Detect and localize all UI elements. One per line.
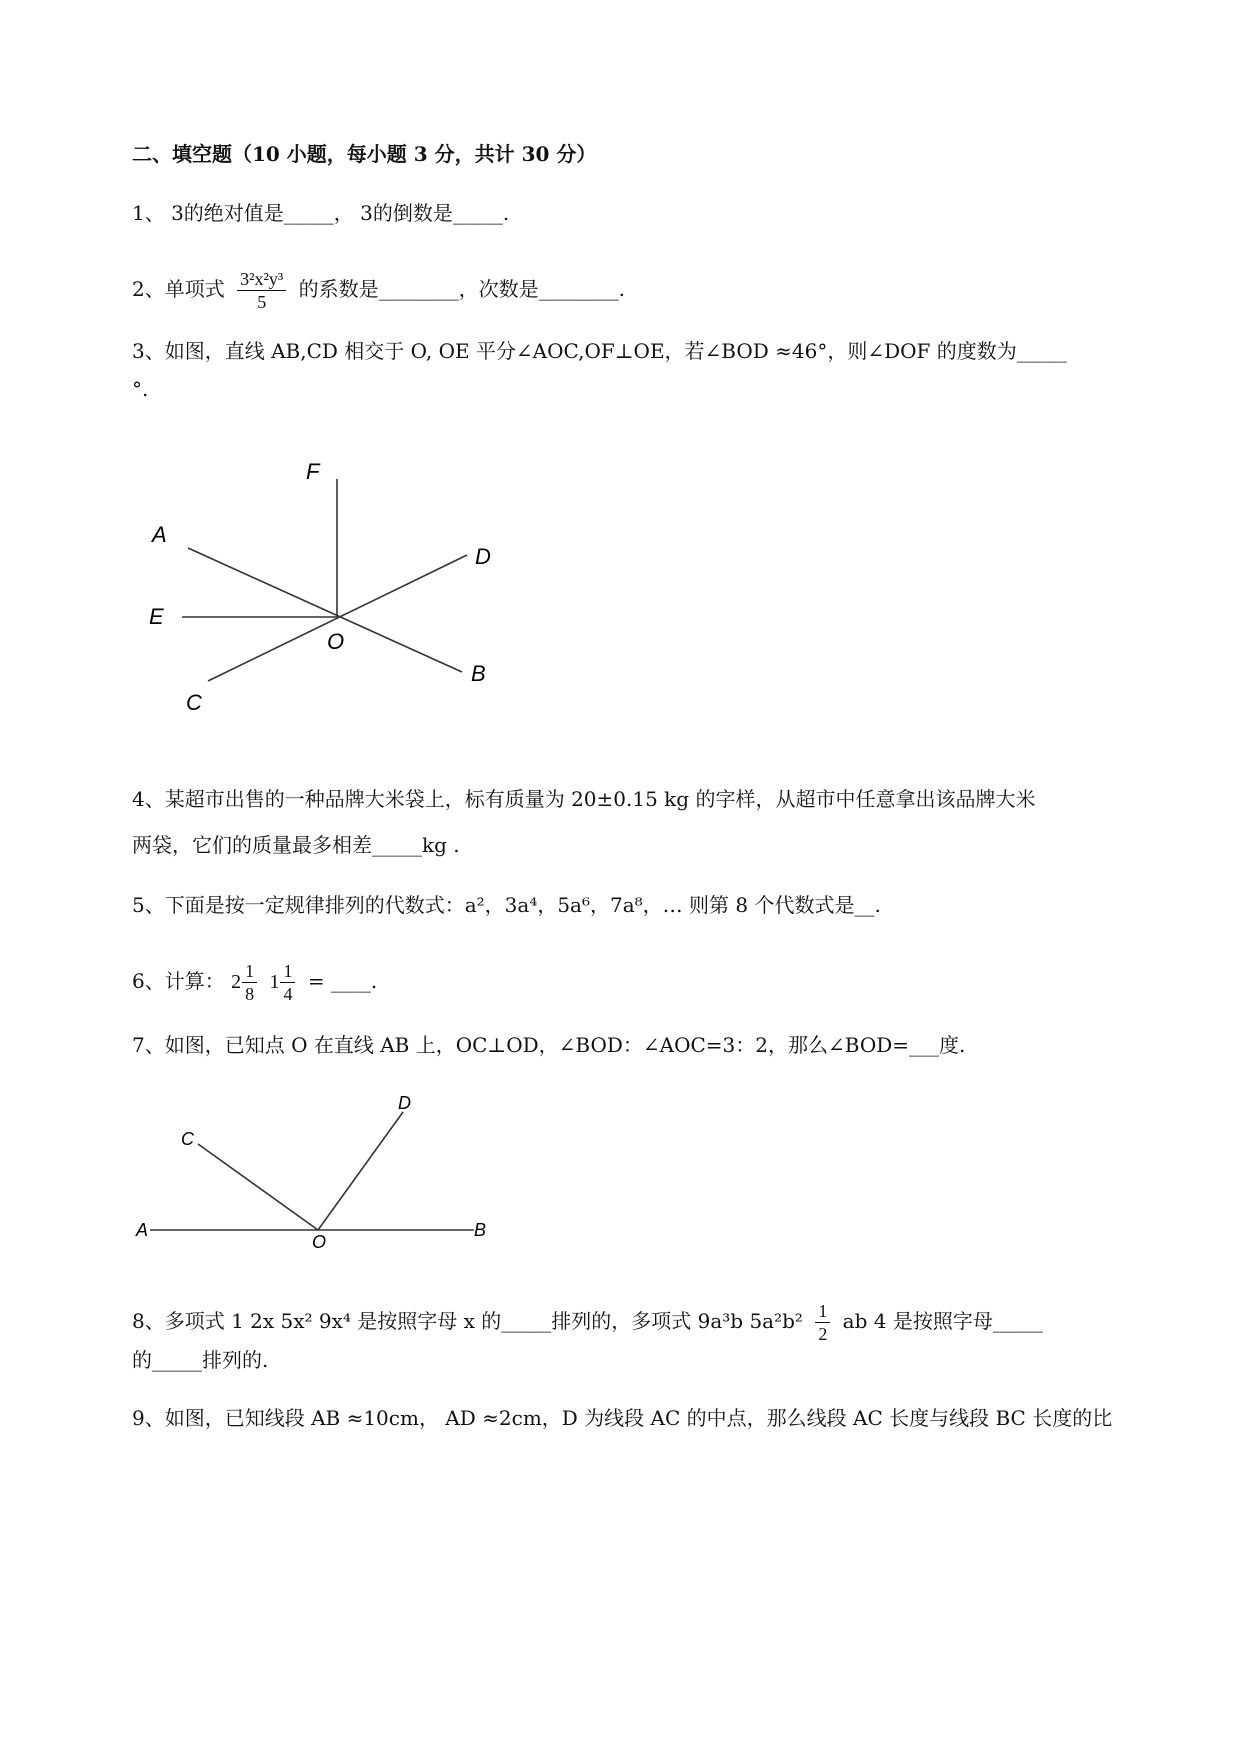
question-2-suffix: 的系数是________，次数是________. bbox=[298, 277, 626, 301]
question-8-fraction-numerator: 1 bbox=[815, 1300, 830, 1323]
figure-1-label-b: B bbox=[471, 661, 486, 686]
figure-1-label-c: C bbox=[186, 690, 202, 715]
figure-2-label-a: A bbox=[136, 1220, 149, 1240]
question-2-fraction-numerator: 3²x²y³ bbox=[237, 268, 286, 291]
question-6-fraction-1-numerator: 1 bbox=[242, 960, 257, 983]
question-1: 1、 3的绝对值是_____， 3的倒数是_____. bbox=[132, 201, 510, 225]
section-title: 二、填空题（10 小题，每小题 3 分，共计 30 分） bbox=[132, 142, 597, 166]
question-8-line-2: 的_____排列的. bbox=[132, 1348, 269, 1372]
question-6-whole-1: 2 bbox=[231, 971, 242, 993]
question-8-line-1 bbox=[132, 1300, 1043, 1345]
question-2-fraction-denominator: 5 bbox=[257, 292, 267, 312]
question-2-prefix: 2、单项式 bbox=[132, 277, 225, 301]
question-6-suffix: = ____. bbox=[307, 969, 378, 993]
figure-2-label-c: C bbox=[181, 1129, 194, 1149]
question-9: 9、如图，已知线段 AB ≈10cm， AD ≈2cm，D 为线段 AC 的中点，那么线段 AC 长度与线段 BC 长度的比 bbox=[132, 1406, 1113, 1430]
question-6-fraction-1-denominator: 8 bbox=[245, 984, 255, 1004]
question-8-part-1: 8、多项式 1 2x 5x² 9x⁴ 是按照字母 x 的_____排列的，多项式 9a³b 5a²b² bbox=[132, 1309, 803, 1333]
figure-1-label-f: F bbox=[306, 459, 320, 484]
question-4-line-1: 4、某超市出售的一种品牌大米袋上，标有质量为 20±0.15 kg 的字样，从超市中任意拿出该品牌大米 bbox=[132, 787, 1036, 811]
question-3-line-2: °. bbox=[132, 377, 149, 401]
figure-1-label-o: O bbox=[327, 629, 345, 654]
question-5: 5、下面是按一定规律排列的代数式：a²，3a⁴，5a⁶，7a⁸，… 则第 8 个代数式是__. bbox=[132, 893, 881, 917]
figure-1-label-e: E bbox=[149, 604, 164, 629]
question-8-fraction bbox=[815, 1300, 830, 1345]
figure-2-ray-od bbox=[318, 1112, 403, 1230]
question-6-fraction-2-denominator: 4 bbox=[283, 984, 293, 1004]
question-6-whole-2: 1 bbox=[269, 971, 280, 993]
question-6-fraction-2-numerator: 1 bbox=[280, 960, 295, 983]
question-8-fraction-denominator: 2 bbox=[818, 1324, 828, 1344]
question-7: 7、如图，已知点 O 在直线 AB 上，OC⊥OD，∠BOD：∠AOC=3：2，那么∠BOD=___度. bbox=[132, 1033, 966, 1057]
question-6-prefix: 6、计算： bbox=[132, 969, 225, 993]
figure-2-label-o: O bbox=[312, 1232, 327, 1252]
figure-2-label-b: B bbox=[474, 1220, 487, 1240]
figure-2-label-d: D bbox=[398, 1093, 411, 1113]
question-4-line-2: 两袋，它们的质量最多相差_____kg . bbox=[132, 833, 460, 857]
figure-1-label-d: D bbox=[475, 544, 491, 569]
question-3-line-1: 3、如图，直线 AB,CD 相交于 O, OE 平分∠AOC,OF⊥OE，若∠BOD ≈46°，则∠DOF 的度数为_____ bbox=[132, 339, 1067, 363]
question-8-part-2: ab 4 是按照字母_____ bbox=[842, 1309, 1043, 1333]
figure-1-label-a: A bbox=[152, 522, 167, 547]
figure-2-ray-oc bbox=[198, 1144, 318, 1230]
